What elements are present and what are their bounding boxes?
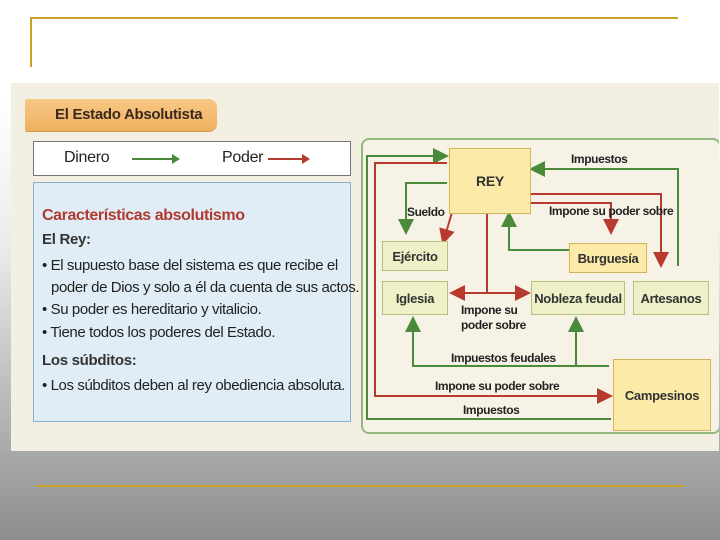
decorative-bottom-rule: [36, 485, 684, 487]
label-impuestos-feudales: Impuestos feudales: [451, 351, 556, 365]
node-artesanos: Artesanos: [633, 281, 709, 315]
king-line: poder de Dios y solo a él da cuenta de sus actos.: [51, 279, 360, 296]
node-nobleza: Nobleza feudal: [531, 281, 625, 315]
label-impone-campesinos: Impone su poder sobre: [435, 379, 560, 393]
node-burguesia: Burguesía: [569, 243, 647, 273]
label-impuestos-bottom: Impuestos: [463, 403, 520, 417]
label-impone-burguesia: Impone su poder sobre: [549, 204, 674, 218]
king-heading: El Rey:: [42, 231, 91, 248]
king-line: • Tiene todos los poderes del Estado.: [42, 324, 276, 341]
legend-power-label: Poder: [222, 149, 264, 166]
subjects-line: • Los súbditos deben al rey obediencia absoluta.: [42, 377, 345, 394]
node-rey: REY: [449, 148, 531, 214]
decorative-left-rule: [30, 17, 32, 67]
decorative-top-rule: [30, 17, 678, 19]
label-impone-su: Impone su: [461, 303, 518, 317]
king-line: • Su poder es hereditario y vitalicio.: [42, 301, 262, 318]
node-campesinos: Campesinos: [613, 359, 711, 431]
label-sueldo: Sueldo: [407, 205, 445, 219]
subjects-heading: Los súbditos:: [42, 352, 137, 369]
characteristics-title: Características absolutismo: [42, 207, 245, 224]
label-impuestos-top: Impuestos: [571, 152, 628, 166]
node-ejercito: Ejército: [382, 241, 448, 271]
banner-title: El Estado Absolutista: [55, 106, 203, 123]
label-poder-sobre: poder sobre: [461, 318, 526, 332]
legend-money-label: Dinero: [64, 149, 110, 166]
textbook-scan: [11, 83, 719, 451]
node-iglesia: Iglesia: [382, 281, 448, 315]
king-line: • El supuesto base del sistema es que recibe el: [42, 257, 338, 274]
